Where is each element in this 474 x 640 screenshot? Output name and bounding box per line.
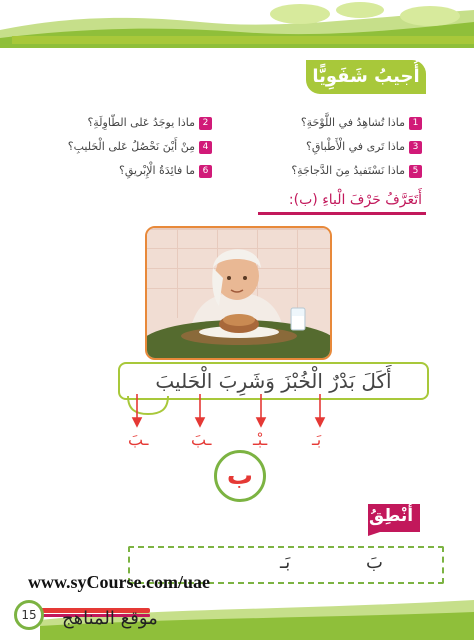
letter-form-medial-end: ـبَ xyxy=(128,430,149,449)
question-number-badge: 2 xyxy=(199,117,212,130)
letter-form-medial: ـبْـ xyxy=(253,430,268,449)
question-3 xyxy=(306,140,422,154)
letter-form-initial: بَـ xyxy=(312,430,322,449)
question-4 xyxy=(68,140,212,154)
question-6 xyxy=(119,164,212,178)
question-5 xyxy=(291,164,422,178)
big-letter-circle: ب xyxy=(214,450,266,502)
watermark-url: www.syCourse.com/uae xyxy=(28,572,210,592)
question-text: ماذا تَرى في الْأَطْباقِ؟ xyxy=(306,140,405,153)
top-decorative-band xyxy=(0,0,474,48)
page-number: 15 xyxy=(14,600,44,630)
question-2 xyxy=(87,116,212,130)
question-text: مِنْ أَيْنَ نَحْصُلُ عَلى الْحَليبِ؟ xyxy=(67,140,195,153)
letter-arrows xyxy=(0,392,474,432)
question-number-badge: 1 xyxy=(409,117,422,130)
title-underline xyxy=(258,212,426,215)
section-title: أُجيبُ شَفَوِيًّا xyxy=(306,60,426,94)
boy-at-table-illustration xyxy=(145,226,332,360)
question-number-badge: 5 xyxy=(409,165,422,178)
pronounce-letter: بَ xyxy=(366,552,383,573)
question-text: ماذا يوجَدُ عَلى الطّاوِلَةِ؟ xyxy=(87,116,195,129)
pronounce-letter: بَـ xyxy=(280,552,291,573)
site-name: موقع المناهج xyxy=(62,608,158,629)
question-number-badge: 3 xyxy=(409,141,422,154)
sentence-text: أَكَلَ بَدْرٌ الْخُبْزَ وَشَرِبَ الْحَليبَ xyxy=(155,369,392,393)
pronounce-title: أَنْطِقُ xyxy=(368,506,414,526)
question-text: ماذا نَسْتَفيدُ مِنَ الدَّجاجَةِ؟ xyxy=(291,164,405,177)
question-number-badge: 6 xyxy=(199,165,212,178)
question-number-badge: 4 xyxy=(199,141,212,154)
learn-letter-title: أَتَعَرَّفُ حَرْفَ الْباءِ (ب): xyxy=(288,192,422,208)
question-text: ماذا تُشاهِدُ في اللَّوْحَةِ؟ xyxy=(300,116,405,129)
question-text: ما فائِدَةُ الْإِبْريقِ؟ xyxy=(119,164,195,177)
question-1 xyxy=(301,116,422,130)
letter-form-end: ـبَ xyxy=(191,430,212,449)
